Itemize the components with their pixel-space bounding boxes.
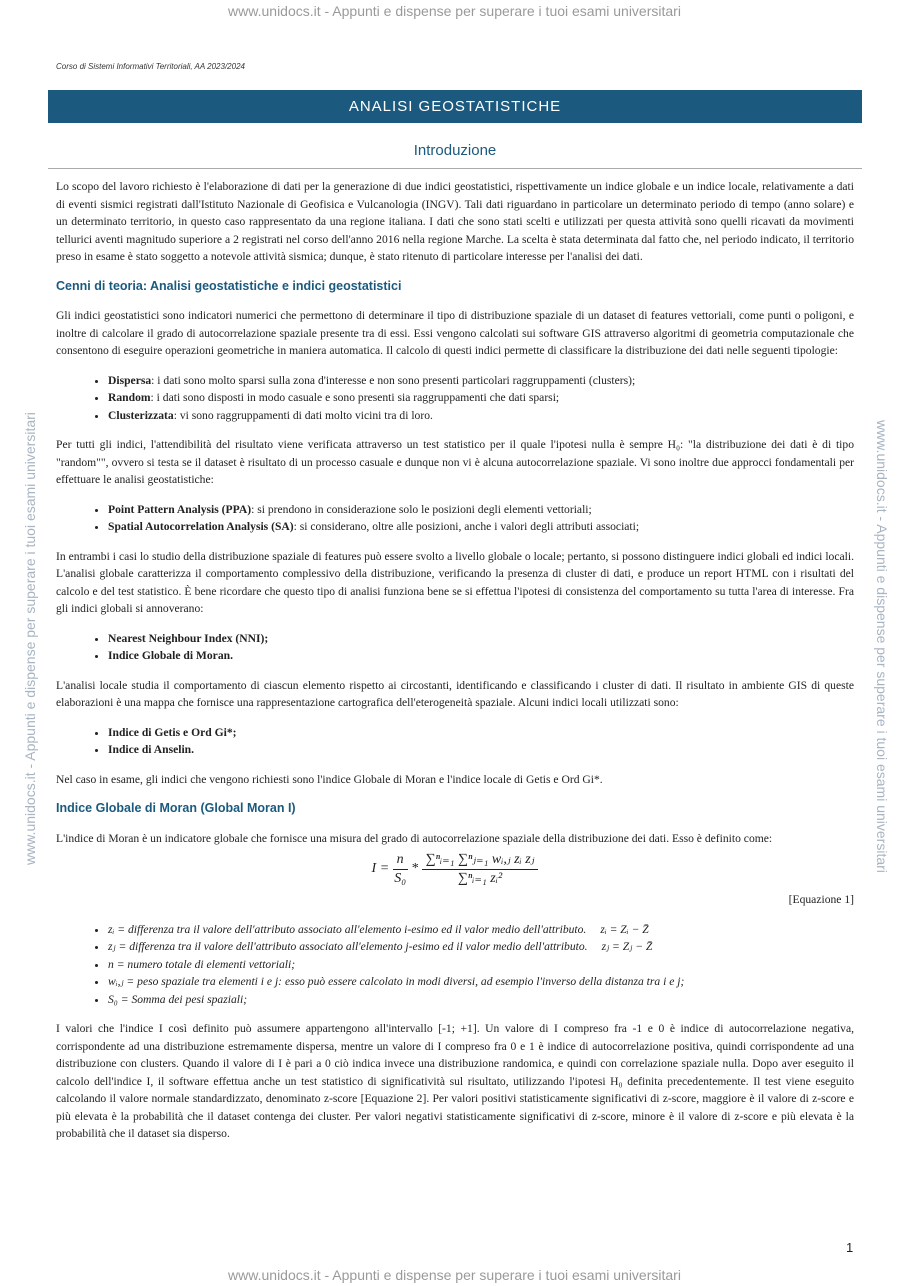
moran-equation: I = $\frac{n}{\text{S₀}}$ * $\frac{\text{∑ⁿᵢ₌₁ ∑ⁿⱼ₌₁ wᵢ,ⱼ zᵢ zⱼ}}{\text{∑ⁿᵢ₌₁ zᵢ²}}$ bbox=[56, 851, 854, 887]
intro-paragraph: Lo scopo del lavoro richiesto è l'elaborazione di dati per la generazione di due indici geostatistici, rispettivamente un indice globale e un indice locale, relativamente a dati di eventi sismici registrati dall'Istituto Nazionale di Geofisica e Vulcanologia (INGV). Tali dati riguardano in particolare un determinato periodo di tempo (anno solare) e un determinato territorio, in questo caso rappresentato da una regione italiana. I dati che sono stati scelti e utilizzati per questa attività sono quelli ricavati da movimenti tellurici aventi magnitudo superiore a 2 registrati nel corso dell'anno 2016 nella regione Marche. La scelta è stata determinata dal fatto che, nel periodo indicato, il territorio preso in esame è stato soggetto a notevole attività sismica; dunque, è stato ritenuto di particolare interesse per l'analisi dei dati. bbox=[56, 180, 854, 263]
moran-paragraph: L'indice di Moran è un indicatore globale che fornisce una misura del grado di autocorrelazione spaziale della distribuzione dei dati. Esso è definito come: bbox=[56, 831, 773, 845]
watermark-right: www.unidocs.it - Appunti e dispense per superare i tuoi esami universitari bbox=[874, 420, 890, 873]
list-item: • Point Pattern Analysis (PPA): si prendono in considerazione solo le posizioni degli elementi vettoriali; bbox=[108, 501, 854, 519]
list-item: • Indice Globale di Moran. bbox=[108, 647, 854, 665]
typology-list bbox=[56, 372, 854, 425]
equation-label: [Equazione 1] bbox=[788, 893, 854, 906]
page-number: 1 bbox=[846, 1240, 854, 1255]
list-item: • S₀ = Somma dei pesi spaziali; bbox=[108, 991, 854, 1009]
watermark-bottom: www.unidocs.it - Appunti e dispense per superare i tuoi esami universitari bbox=[228, 1267, 681, 1283]
course-header-note: Corso di Sistemi Informativi Territoriali, AA 2023/2024 bbox=[56, 62, 245, 71]
document-body bbox=[56, 178, 854, 1155]
list-item: • n = numero totale di elementi vettoriali; bbox=[108, 956, 854, 974]
hypothesis-paragraph: Per tutti gli indici, l'attendibilità del risultato viene verificata attraverso un test statistico per il quale l'ipotesi nulla è sempre H₀: "la distribuzione dei dati è di tipo "random"", ovvero si testa se il dataset è risultato di un processo casuale e dunque non vi è alcuna autocorrelazione spaziale. Vi sono inoltre due approcci fondamentali per effettuare le analisi geostatistiche: bbox=[56, 438, 854, 486]
intro-heading: Introduzione bbox=[413, 142, 497, 159]
list-item: • Spatial Autocorrelation Analysis (SA): si considerano, oltre alle posizioni, anche i valori degli attributi associati; bbox=[108, 518, 854, 536]
list-item: • Random: i dati sono disposti in modo casuale e sono presenti sia raggruppamenti che dati sparsi; bbox=[108, 389, 854, 407]
heading-divider bbox=[48, 168, 862, 169]
title-banner: ANALISI GEOSTATISTICHE bbox=[48, 90, 862, 123]
definition-list bbox=[56, 921, 854, 1009]
local-indices-list bbox=[56, 724, 854, 759]
local-paragraph: L'analisi locale studia il comportamento di ciascun elemento rispetto ai circostanti, identificando e classificando i cluster di dati. Il risultato in ambiente GIS di queste elaborazioni è una mappa che fornisce una rappresentazione cartografica dell'eterogeneità spaziale. Alcuni indici locali utilizzati sono: bbox=[56, 678, 854, 709]
theory-paragraph: Gli indici geostatistici sono indicatori numerici che permettono di determinare il tipo di distribuzione spaziale di un dataset di features vettoriali, come punti o poligoni, e inoltre di calcolare il grado di autocorrelazione spaziale presente tra di essi. Essi vengono calcolati sui software GIS attraverso algoritmi di geometria computazionale che consentono di eseguire operazioni geometriche in maniera automatica. Il calcolo di questi indici permette di classificare la distribuzione dei dati nelle seguenti tipologie: bbox=[56, 309, 854, 357]
list-item: • Nearest Neighbour Index (NNI); bbox=[108, 630, 854, 648]
list-item: • Indice di Getis e Ord Gi*; bbox=[108, 724, 854, 742]
list-item: • Dispersa: i dati sono molto sparsi sulla zona d'interesse e non sono presenti particolari raggruppamenti (clusters); bbox=[108, 372, 854, 390]
watermark-left: www.unidocs.it - Appunti e dispense per superare i tuoi esami universitari bbox=[22, 412, 38, 865]
list-item: • wᵢ,ⱼ = peso spaziale tra elementi i e j: esso può essere calcolato in modi diversi, ad esempio l'inverso della distanza tra i e j; bbox=[108, 973, 854, 991]
global-local-paragraph: In entrambi i casi lo studio della distribuzione spaziale di features può essere svolto a livello globale o locale; pertanto, si possono distinguere indici globali ed indici locali. L'analisi globale caratterizza il comportamento complessivo della distribuzione, verificando la presenza di cluster di dati, e produce un report HTML con i risultati del calcolo e del test statistico. È bene ricordare che questo tipo di analisi funziona bene se si effettua l'ipotesi di consistenza del comportamento su tutta l'area di interesse. Fra gli indici globali si annoverano: bbox=[56, 549, 854, 615]
theory-heading: Cenni di teoria: Analisi geostatistiche e indici geostatistici bbox=[56, 278, 402, 293]
approach-list bbox=[56, 501, 854, 536]
list-item: • Indice di Anselin. bbox=[108, 741, 854, 759]
case-paragraph: Nel caso in esame, gli indici che vengono richiesti sono l'indice Globale di Moran e l'indice locale di Getis e Ord Gi*. bbox=[56, 772, 603, 786]
list-item: • zⱼ = differenza tra il valore dell'attributo associato all'elemento j-esimo ed il valor medio dell'attributo. zⱼ = Zⱼ − Z̄ bbox=[108, 938, 854, 956]
watermark-top: www.unidocs.it - Appunti e dispense per superare i tuoi esami universitari bbox=[228, 3, 681, 19]
list-item: • zᵢ = differenza tra il valore dell'attributo associato all'elemento i-esimo ed il valor medio dell'attributo. zᵢ = Zᵢ − Z̄ bbox=[108, 921, 854, 939]
values-paragraph: I valori che l'indice I così definito può assumere appartengono all'intervallo [-1; +1]. Un valore di I compreso fra -1 e 0 è indice di autocorrelazione negativa, corrispondente ad una distribuzione estremamente dispersa, mentre un valore di I compreso fra 0 e 1 è indice di autocorrelazione positiva, quindi corrispondente ad una distribuzione con clusters. Quando il valore di I è pari a 0 ciò indica invece una distribuzione randomica, e quindi con correlazione spaziale nulla. Dopo aver eseguito il calcolo dell'indice I, il software effettua anche un test statistico di significatività sul risultato, utilizzando l'ipotesi H₀ definita precedentemente. Il test viene eseguito calcolando il valore normale standardizzato, denominato z-score [Equazione 2]. Per valori positivi statisticamente significativi di z-score, maggiore è il valore di z-score e più elevata è la probabilità che il dataset contenga dei cluster. Per valori negativi statisticamente significativi di z-score, minore è il valore di z-score e più elevata è la probabilità che il dataset sia disperso. bbox=[56, 1022, 854, 1140]
global-indices-list bbox=[56, 630, 854, 665]
list-item: • Clusterizzata: vi sono raggruppamenti di dati molto vicini tra di loro. bbox=[108, 407, 854, 425]
moran-heading: Indice Globale di Moran (Global Moran I) bbox=[56, 801, 296, 815]
